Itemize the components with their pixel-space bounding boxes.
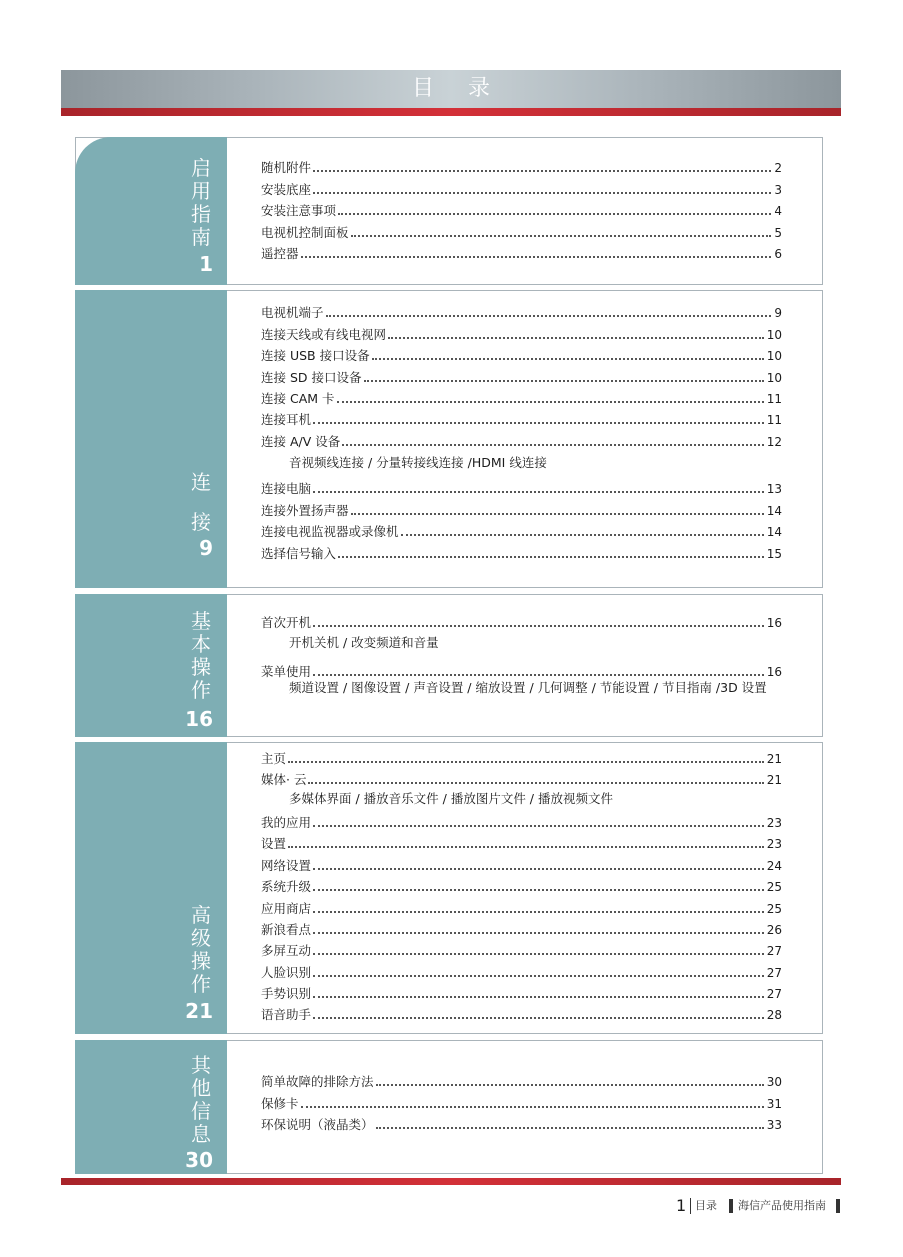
toc-dot-leader bbox=[313, 674, 764, 676]
section-title: 连接 bbox=[191, 470, 211, 534]
toc-entry-page: 25 bbox=[766, 902, 782, 916]
footer-bar-marker bbox=[836, 1199, 840, 1213]
toc-entry-title: 我的应用 bbox=[261, 815, 312, 830]
toc-subentry: 开机关机 / 改变频道和音量 bbox=[289, 635, 439, 650]
toc-subentry: 频道设置 / 图像设置 / 声音设置 / 缩放设置 / 几何调整 / 节能设置 / 节目指南 /3D 设置 bbox=[289, 680, 767, 695]
section-page-number: 9 bbox=[199, 536, 213, 560]
toc-entry-title: 连接 A/V 设备 bbox=[261, 434, 341, 449]
bottom-red-stripe bbox=[61, 1178, 841, 1185]
toc-entry-page: 6 bbox=[774, 247, 782, 261]
toc-dot-leader bbox=[338, 556, 764, 558]
toc-entry-page: 23 bbox=[766, 816, 782, 830]
section-side-panel bbox=[75, 594, 227, 737]
toc-dot-leader bbox=[313, 1017, 764, 1019]
toc-entry-page: 4 bbox=[774, 204, 782, 218]
toc-entry[interactable] bbox=[261, 477, 782, 497]
toc-dot-leader bbox=[351, 235, 772, 237]
toc-entry-page: 33 bbox=[766, 1118, 782, 1132]
toc-dot-leader bbox=[337, 401, 764, 403]
toc-entry-title: 环保说明（液晶类） bbox=[261, 1117, 374, 1132]
toc-entry[interactable] bbox=[261, 611, 782, 631]
toc-subentry: 音视频线连接 / 分量转接线连接 /HDMI 线连接 bbox=[289, 455, 547, 470]
toc-dot-leader bbox=[313, 192, 771, 194]
toc-entry[interactable] bbox=[261, 242, 782, 262]
toc-dot-leader bbox=[288, 761, 764, 763]
toc-entry-page: 10 bbox=[766, 371, 782, 385]
toc-dot-leader bbox=[313, 911, 764, 913]
toc-dot-leader bbox=[338, 213, 771, 215]
toc-entry-page: 28 bbox=[766, 1008, 782, 1022]
toc-dot-leader bbox=[388, 337, 764, 339]
toc-entry[interactable] bbox=[261, 366, 782, 386]
toc-entry-title: 电视机端子 bbox=[261, 305, 324, 320]
toc-dot-leader bbox=[313, 422, 764, 424]
toc-dot-leader bbox=[313, 889, 764, 891]
toc-entry-page: 11 bbox=[766, 413, 782, 427]
toc-entry[interactable] bbox=[261, 660, 782, 680]
toc-entry-page: 16 bbox=[766, 616, 782, 630]
section-title: 高级操作 bbox=[191, 903, 211, 996]
toc-dot-leader bbox=[301, 1106, 764, 1108]
toc-entry-page: 26 bbox=[766, 923, 782, 937]
toc-entry-title: 主页 bbox=[261, 751, 287, 766]
toc-dot-leader bbox=[313, 953, 764, 955]
toc-entry[interactable] bbox=[261, 301, 782, 321]
footer-guide-label: 海信产品使用指南 bbox=[738, 1199, 826, 1212]
toc-entry[interactable] bbox=[261, 542, 782, 562]
section-page-number: 16 bbox=[185, 707, 213, 731]
section-title: 其他信息 bbox=[191, 1053, 211, 1146]
toc-entry-title: 连接天线或有线电视网 bbox=[261, 327, 387, 342]
toc-section bbox=[75, 1040, 823, 1174]
toc-entry[interactable] bbox=[261, 768, 782, 788]
page-title: 目录 bbox=[411, 76, 524, 101]
toc-entry-title: 首次开机 bbox=[261, 615, 312, 630]
toc-entry-title: 选择信号输入 bbox=[261, 546, 337, 561]
toc-dot-leader bbox=[313, 975, 764, 977]
toc-entry[interactable] bbox=[261, 156, 782, 176]
footer-bar-marker bbox=[729, 1199, 733, 1213]
section-page-number: 30 bbox=[185, 1148, 213, 1172]
toc-dot-leader bbox=[376, 1084, 764, 1086]
toc-entry-page: 12 bbox=[766, 435, 782, 449]
toc-dot-leader bbox=[313, 825, 764, 827]
toc-entry-page: 16 bbox=[766, 665, 782, 679]
toc-entry[interactable] bbox=[261, 1092, 782, 1112]
title-banner-red-stripe bbox=[61, 108, 841, 116]
toc-section bbox=[75, 290, 823, 588]
toc-entry-page: 14 bbox=[766, 504, 782, 518]
toc-section bbox=[75, 594, 823, 737]
toc-entry[interactable] bbox=[261, 430, 782, 450]
toc-entry-page: 10 bbox=[766, 328, 782, 342]
toc-entry[interactable] bbox=[261, 961, 782, 981]
toc-dot-leader bbox=[313, 625, 764, 627]
section-title: 启用指南 bbox=[191, 156, 211, 249]
toc-section bbox=[75, 137, 823, 285]
toc-entry-title: 人脸识别 bbox=[261, 965, 312, 980]
toc-entry[interactable] bbox=[261, 1113, 782, 1133]
toc-entry-title: 应用商店 bbox=[261, 901, 312, 916]
toc-entry-page: 27 bbox=[766, 944, 782, 958]
toc-dot-leader bbox=[376, 1127, 764, 1129]
toc-dot-leader bbox=[288, 846, 764, 848]
section-side-panel bbox=[75, 290, 227, 588]
toc-entry-title: 连接电视监视器或录像机 bbox=[261, 524, 399, 539]
toc-entry-title: 连接 SD 接口设备 bbox=[261, 370, 362, 385]
toc-entry-title: 连接 CAM 卡 bbox=[261, 391, 335, 406]
toc-entry-page: 30 bbox=[766, 1075, 782, 1089]
toc-dot-leader bbox=[351, 513, 764, 515]
toc-entry-title: 保修卡 bbox=[261, 1096, 299, 1111]
toc-entry-page: 21 bbox=[766, 752, 782, 766]
toc-dot-leader bbox=[313, 170, 771, 172]
toc-entry[interactable] bbox=[261, 747, 782, 767]
toc-entry-title: 连接 USB 接口设备 bbox=[261, 348, 370, 363]
section-side-panel bbox=[75, 137, 227, 285]
section-page-number: 21 bbox=[185, 999, 213, 1023]
toc-entry-page: 27 bbox=[766, 987, 782, 1001]
toc-entry[interactable] bbox=[261, 178, 782, 198]
toc-entry-title: 连接电脑 bbox=[261, 481, 312, 496]
toc-dot-leader bbox=[364, 380, 764, 382]
toc-entry-title: 随机附件 bbox=[261, 160, 312, 175]
toc-entry-title: 系统升级 bbox=[261, 879, 312, 894]
toc-entry[interactable] bbox=[261, 199, 782, 219]
footer-section-label: 目录 bbox=[695, 1199, 717, 1212]
toc-section bbox=[75, 742, 823, 1034]
toc-dot-leader bbox=[326, 315, 772, 317]
toc-entry-page: 21 bbox=[766, 773, 782, 787]
toc-entry-page: 9 bbox=[774, 306, 782, 320]
toc-entry-page: 14 bbox=[766, 525, 782, 539]
toc-dot-leader bbox=[342, 444, 763, 446]
toc-entry[interactable] bbox=[261, 832, 782, 852]
toc-entry-page: 11 bbox=[766, 392, 782, 406]
toc-entry[interactable] bbox=[261, 344, 782, 364]
toc-entry-title: 电视机控制面板 bbox=[261, 225, 349, 240]
toc-entry-page: 10 bbox=[766, 349, 782, 363]
toc-entry-title: 设置 bbox=[261, 836, 287, 851]
toc-dot-leader bbox=[313, 996, 764, 998]
toc-entry[interactable] bbox=[261, 854, 782, 874]
toc-entry-page: 2 bbox=[774, 161, 782, 175]
toc-entry-page: 25 bbox=[766, 880, 782, 894]
toc-entry[interactable] bbox=[261, 811, 782, 831]
toc-entry-title: 网络设置 bbox=[261, 858, 312, 873]
section-title: 基本操作 bbox=[191, 609, 211, 702]
toc-entry[interactable] bbox=[261, 875, 782, 895]
toc-entry-title: 媒体· 云 bbox=[261, 772, 307, 787]
toc-entry-page: 24 bbox=[766, 859, 782, 873]
toc-entry-title: 安装注意事项 bbox=[261, 203, 337, 218]
toc-entry-title: 语音助手 bbox=[261, 1007, 312, 1022]
footer-divider bbox=[690, 1198, 691, 1214]
toc-entry-title: 新浪看点 bbox=[261, 922, 312, 937]
toc-entry[interactable] bbox=[261, 897, 782, 917]
toc-entry-page: 3 bbox=[774, 183, 782, 197]
toc-entry[interactable] bbox=[261, 918, 782, 938]
toc-entry[interactable] bbox=[261, 1003, 782, 1023]
toc-entry-page: 23 bbox=[766, 837, 782, 851]
toc-entry-title: 连接外置扬声器 bbox=[261, 503, 349, 518]
toc-dot-leader bbox=[313, 868, 764, 870]
toc-entry-title: 手势识别 bbox=[261, 986, 312, 1001]
toc-entry-page: 13 bbox=[766, 482, 782, 496]
toc-entry[interactable] bbox=[261, 408, 782, 428]
toc-entry-page: 27 bbox=[766, 966, 782, 980]
toc-entry[interactable] bbox=[261, 939, 782, 959]
toc-entry-title: 简单故障的排除方法 bbox=[261, 1074, 374, 1089]
toc-dot-leader bbox=[313, 932, 764, 934]
toc-dot-leader bbox=[401, 534, 764, 536]
toc-entry-title: 遥控器 bbox=[261, 246, 299, 261]
toc-entry-page: 15 bbox=[766, 547, 782, 561]
toc-entry-title: 连接耳机 bbox=[261, 412, 312, 427]
toc-entry[interactable] bbox=[261, 387, 782, 407]
toc-dot-leader bbox=[372, 358, 764, 360]
toc-entry[interactable] bbox=[261, 499, 782, 519]
section-side-panel bbox=[75, 742, 227, 1034]
section-side-panel bbox=[75, 1040, 227, 1174]
toc-entry[interactable] bbox=[261, 221, 782, 241]
toc-dot-leader bbox=[313, 491, 764, 493]
toc-entry-page: 31 bbox=[766, 1097, 782, 1111]
toc-entry[interactable] bbox=[261, 1070, 782, 1090]
toc-entry-title: 安装底座 bbox=[261, 182, 312, 197]
toc-entry[interactable] bbox=[261, 982, 782, 1002]
toc-entry[interactable] bbox=[261, 323, 782, 343]
toc-subentry: 多媒体界面 / 播放音乐文件 / 播放图片文件 / 播放视频文件 bbox=[289, 791, 613, 806]
toc-entry-page: 5 bbox=[774, 226, 782, 240]
footer-page-number: 1 bbox=[676, 1196, 687, 1215]
toc-dot-leader bbox=[308, 782, 763, 784]
toc-entry[interactable] bbox=[261, 520, 782, 540]
toc-entry-title: 菜单使用 bbox=[261, 664, 312, 679]
toc-entry-title: 多屏互动 bbox=[261, 943, 312, 958]
section-page-number: 1 bbox=[199, 252, 213, 276]
toc-dot-leader bbox=[301, 256, 772, 258]
